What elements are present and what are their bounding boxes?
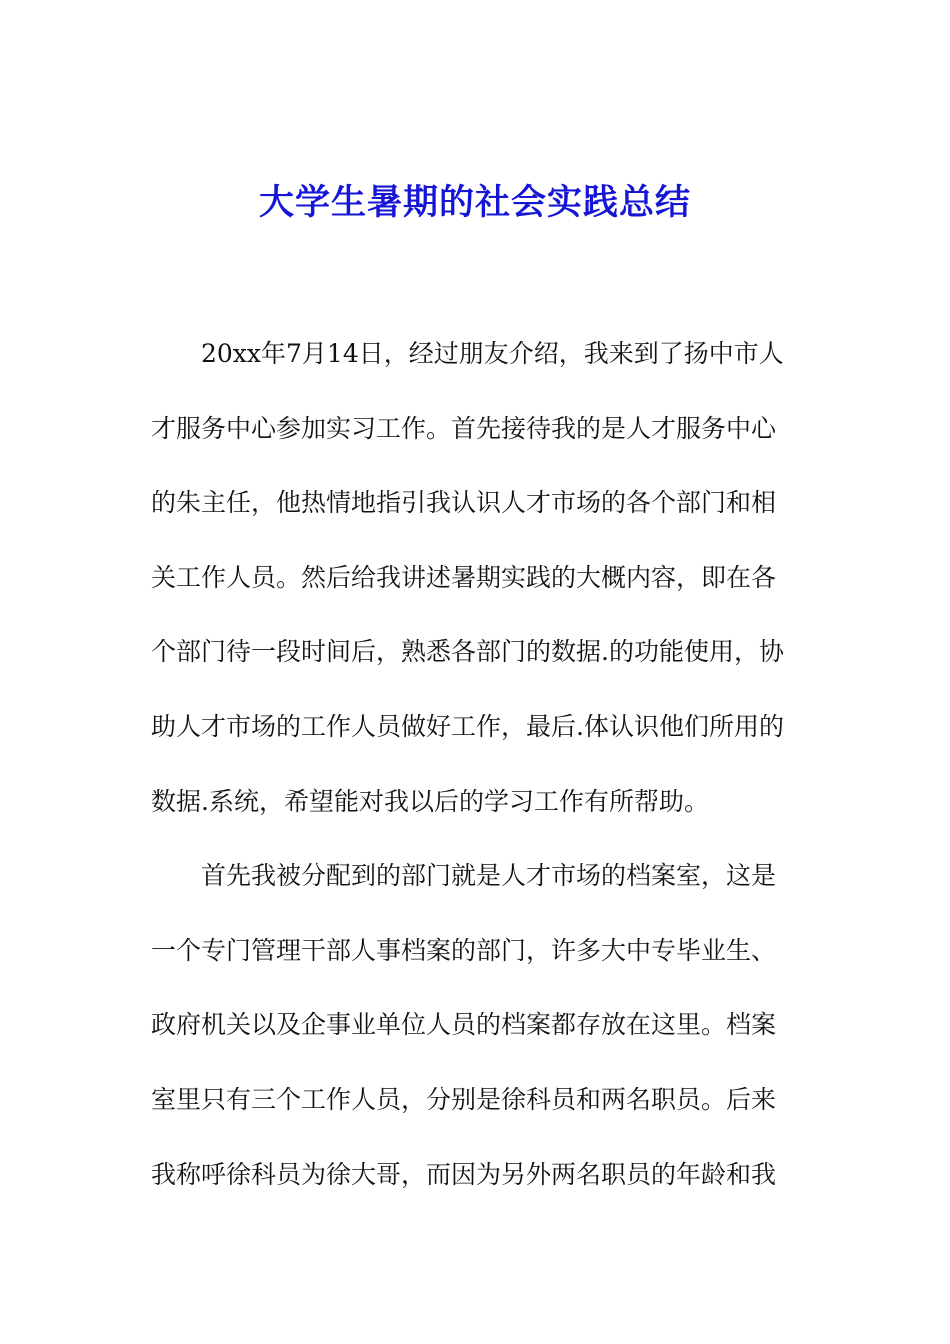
paragraph-line: 的朱主任，他热情地指引我认识人才市场的各个部门和相 — [151, 488, 777, 518]
paragraph-line: 一个专门管理干部人事档案的部门，许多大中专毕业生、 — [151, 935, 777, 965]
paragraph-line: 关工作人员。然后给我讲述暑期实践的大概内容，即在各 — [151, 562, 777, 592]
paragraph-line: 助人才市场的工作人员做好工作，最后.体认识他们所用的 — [151, 711, 784, 741]
paragraph-line: 首先我被分配到的部门就是人才市场的档案室，这是 — [201, 861, 777, 891]
paragraph-line: 我称呼徐科员为徐大哥，而因为另外两名职员的年龄和我 — [151, 1159, 777, 1189]
document-body — [151, 330, 811, 1225]
paragraph-1 — [151, 330, 811, 852]
paragraph-line: 个部门待一段时间后，熟悉各部门的数据.的功能使用，协 — [151, 637, 784, 667]
document-title: 大学生暑期的社会实践总结 — [258, 182, 691, 223]
paragraph-line: 政府机关以及企事业单位人员的档案都存放在这里。档案 — [151, 1010, 777, 1040]
paragraph-line: 室里只有三个工作人员，分别是徐科员和两名职员。后来 — [151, 1084, 777, 1114]
paragraph-line: 20xx年7月14日，经过朋友介绍，我来到了扬中市人 — [201, 339, 784, 368]
paragraph-line: 才服务中心参加实习工作。首先接待我的是人才服务中心 — [151, 413, 777, 443]
paragraph-line: 数据.系统，希望能对我以后的学习工作有所帮助。 — [151, 786, 709, 816]
paragraph-2 — [151, 852, 811, 1225]
